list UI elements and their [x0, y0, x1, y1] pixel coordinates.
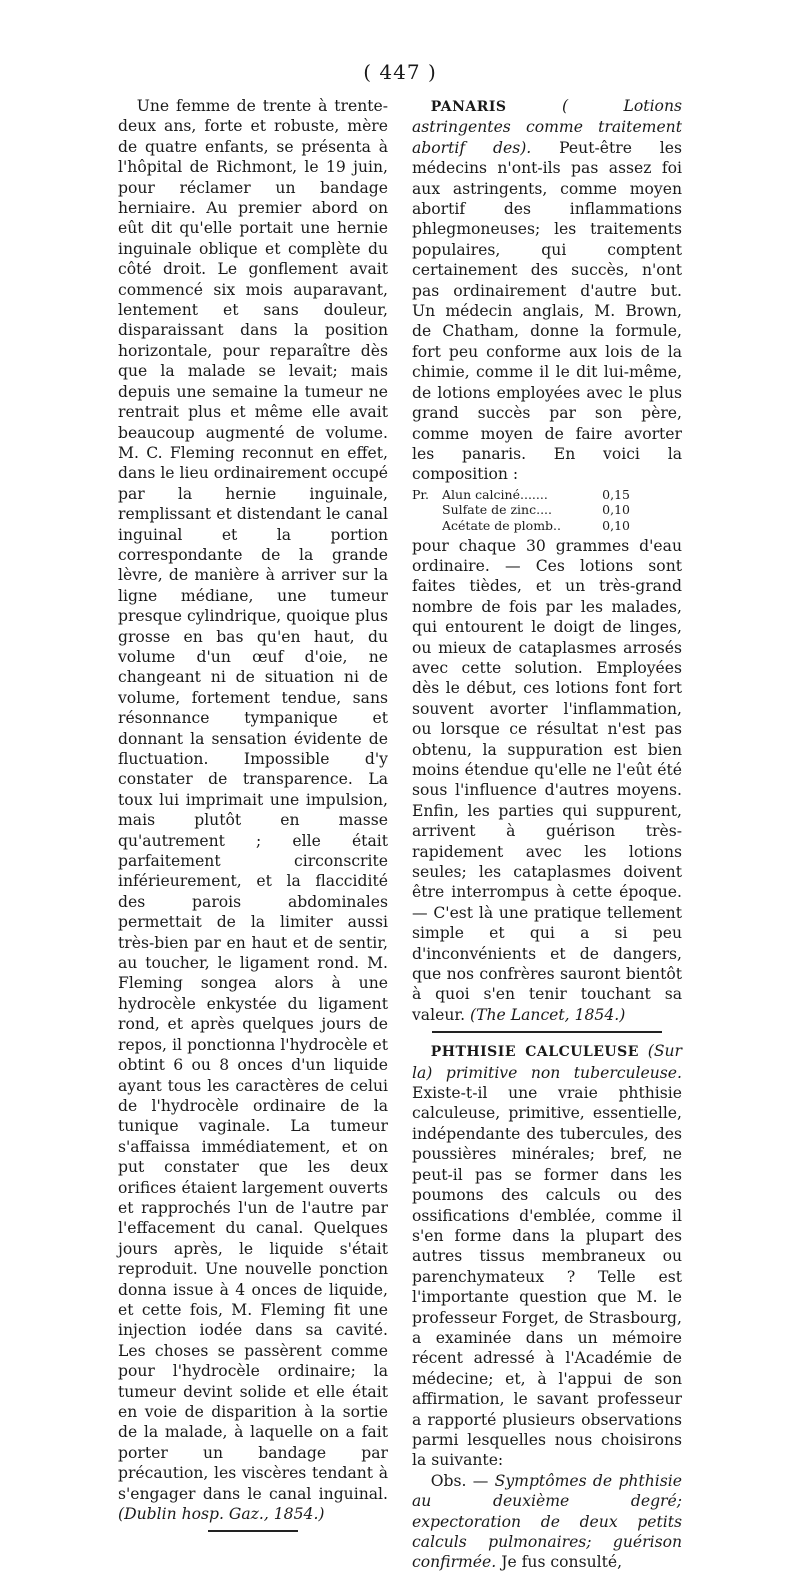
formula-ingredient: Acétate de plomb.. — [442, 517, 561, 533]
panaris-article — [412, 96, 682, 485]
observation-paragraph — [412, 1471, 682, 1573]
phthisie-heading: PHTHISIE CALCULEUSE — [430, 1044, 639, 1061]
formula-ingredient: Sulfate de zinc.... — [442, 502, 552, 518]
obs-text: Je fus consulté, — [501, 1553, 623, 1572]
section-divider — [208, 1530, 298, 1532]
phthisie-article — [412, 1041, 682, 1471]
left-column — [118, 96, 388, 1538]
phthisie-subtitle: (Sur la) primitive non tuberculeuse. — [412, 1042, 682, 1082]
formula-dose: 0,10 — [602, 517, 630, 533]
panaris-continuation — [412, 536, 682, 1026]
phthisie-text: Existe-t-il une vraie phthisie calculeuse, primitive, essentielle, indépendante des tubercules, des poussières minérales; bref, ne peut-il pas se former dans les poumons des calculs ou des ossifications d'emblée, comme il s'en forme dans la plupart des autres tissus membraneux ou parenchymateux ? Telle est l'importante question que M. le professeur Forget, de Strasbourg, a examinée dans un mémoire récent adressé à l'Académie de médecine; et, à l'appui de son affirmation, le savant professeur a rapporté plusieurs observations parmi lesquelles nous choisirons la suivante: — [412, 1084, 682, 1470]
formula-table — [412, 487, 682, 534]
panaris-subtitle: ( Lotions astringentes comme traitement abortif des). — [412, 97, 682, 157]
right-column — [412, 96, 682, 1573]
formula-row — [412, 518, 682, 534]
formula-prefix — [412, 518, 442, 534]
formula-dose: 0,10 — [602, 502, 630, 518]
formula-row — [412, 502, 682, 518]
hydrocele-citation: (Dublin hosp. Gaz., 1854.) — [118, 1505, 325, 1524]
obs-label: Obs. — — [430, 1471, 489, 1490]
formula-prefix — [412, 502, 442, 518]
formula-dose: 0,15 — [602, 486, 630, 502]
section-divider — [432, 1031, 662, 1033]
panaris-citation: (The Lancet, 1854.) — [470, 1005, 626, 1024]
hydrocele-text: Une femme de trente à trente-deux ans, forte et robuste, mère de quatre enfants, se présenta à l'hôpital de Richmont, le 19 juin, pour réclamer un bandage herniaire. Au premier abord on eût dit qu'elle portait une hernie inguinale oblique et complète du côté droit. Le gonflement avait commencé six mois auparavant, lentement et sans douleur, disparaissant dans la position horizontale, pour reparaître dès que la malade se levait; mais depuis une semaine la tumeur ne rentrait plus et même elle avait beaucoup augmenté de volume. M. C. Fleming reconnut en effet, dans le lieu ordinairement occupé par la hernie inguinale, remplissant et distendant le canal inguinal et la portion correspondante de la grande lèvre, de manière à arriver sur la ligne médiane, une tumeur presque cylindrique, quoique plus grosse en bas qu'en haut, du volume d'un œuf d'oie, ne changeant ni de situation ni de volume, fortement tendue, sans résonnance tympanique et donnant la sensation évidente de fluctuation. Impossible d'y constater de transparence. La toux lui imprimait une impulsion, mais plutôt en masse qu'autrement ; elle était parfaitement circonscrite inférieurement, et la flaccidité des parois abdominales permettait de la limiter aussi très-bien par en haut et de sentir, au toucher, le ligament rond. M. Fleming songea alors à une hydrocèle enkystée du ligament rond, et après quelques jours de repos, il ponctionna l'hydrocèle et obtint 6 ou 8 onces d'un liquide ayant tous les caractères de celui de l'hydrocèle ordinaire de la tunique vaginale. La tumeur s'affaissa immédiatement, et on put constater que les deux orifices étaient largement ouverts et rapprochés l'un de l'autre par l'effacement du canal. Quelques jours après, le liquide s'était reproduit. Une nouvelle ponction donna issue à 4 onces de liquide, et cette fois, M. Fleming fit une injection iodée dans sa cavité. Les choses se passèrent comme pour l'hydrocèle ordinaire; la tumeur devint solide et elle était en voie de disparition à la sortie de la malade, à laquelle on a fait porter un bandage par précaution, les viscères tendant à s'engager dans le canal inguinal. — [118, 97, 388, 1503]
hydrocele-paragraph — [118, 96, 388, 1524]
panaris-text-after: pour chaque 30 grammes d'eau ordinaire. — Ces lotions sont faites tièdes, et un très-grand nombre de fois par les malades, qui entourent le doigt de linges, ou mieux de cataplasmes arrosés avec cette solution. Employées dès le début, ces lotions font fort souvent avorter l'inflammation, ou lorsque ce résultat n'est pas obtenu, la suppuration est bien moins étendue qu'elle ne l'eût été sous l'influence d'autres moyens. Enfin, les parties qui suppurent, arrivent à guérison très-rapidement avec les lotions seules; les cataplasmes doivent être interrompus à cette époque. — C'est là une pratique tellement simple et qui a si peu d'inconvénients et de dangers, que nos confrères sauront bientôt à quoi s'en tenir touchant sa valeur. — [412, 536, 682, 1024]
panaris-heading: PANARIS — [430, 99, 507, 115]
formula-ingredient: Alun calciné....... — [442, 486, 548, 502]
panaris-text-before: Peut-être les médecins n'ont-ils pas assez foi aux astringents, comme moyen abortif des inflammations phlegmoneuses; les traitements populaires, qui comptent certainement des succès, n'ont pas ordinairement d'autre but. Un médecin anglais, M. Brown, de Chatham, donne la formule, fort peu conforme aux lois de la chimie, comme il le dit lui-même, de lotions employées avec le plus grand succès par son père, comme moyen de faire avorter les panaris. En voici la composition : — [412, 138, 682, 484]
obs-title: Symptômes de phthisie au deuxième degré; expectoration de deux petits calculs pulmonaires; guérison confirmée. — [412, 1471, 682, 1572]
formula-prefix: Pr. — [412, 486, 429, 502]
formula-row — [412, 487, 682, 503]
page-number: ( 447 ) — [363, 60, 437, 84]
